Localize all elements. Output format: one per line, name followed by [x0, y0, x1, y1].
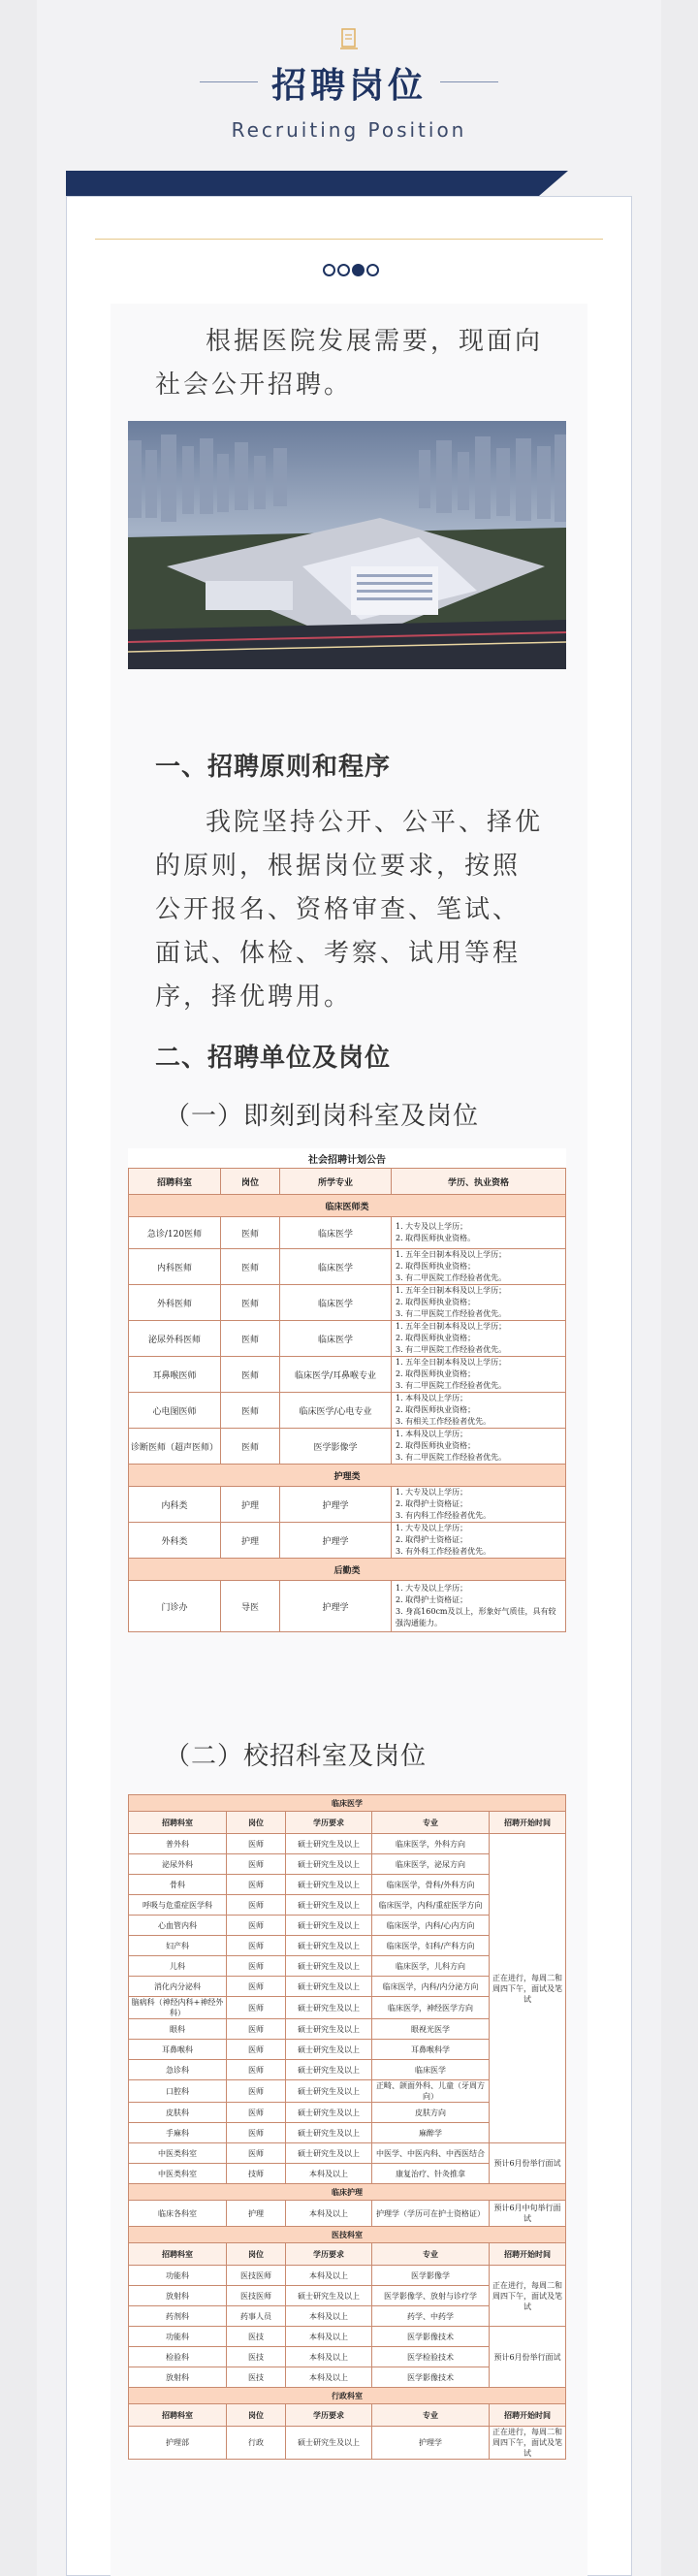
table-title: 社会招聘计划公告	[129, 1148, 566, 1169]
cell-dept: 急诊/120医师	[129, 1217, 221, 1249]
cell-post: 医师	[227, 2019, 286, 2040]
cell-edu: 本科及以上	[286, 2164, 372, 2184]
cell-dept: 普外科	[129, 1834, 227, 1854]
cell-post: 药事人员	[227, 2306, 286, 2327]
cell-major: 护理学	[280, 1581, 392, 1632]
cell-dept: 中医类科室	[129, 2143, 227, 2164]
pager-dots	[322, 260, 380, 275]
left-margin	[0, 0, 37, 2576]
cell-major: 临床医学，外科方向	[372, 1834, 490, 1854]
cell-edu: 硕士研究生及以上	[286, 2080, 372, 2103]
cell-post: 导医	[221, 1581, 280, 1632]
cell-edu: 硕士研究生及以上	[286, 1977, 372, 1997]
cell-major: 护理学	[280, 1523, 392, 1559]
cell-dept: 内科医师	[129, 1249, 221, 1285]
cell-major: 皮肤方向	[372, 2103, 490, 2123]
cell-post: 医师	[227, 1875, 286, 1895]
cell-edu: 硕士研究生及以上	[286, 2060, 372, 2080]
cell-requirement: 1. 五年全日制本科及以上学历； 2. 取得医师执业资格； 3. 有二甲医院工作经验者优先。	[392, 1321, 566, 1357]
category-row: 临床医学	[129, 1795, 566, 1812]
cell-post: 医师	[221, 1249, 280, 1285]
cell-time: 预计6月中旬举行面试	[490, 2201, 566, 2227]
table-row	[129, 2266, 566, 2286]
table-row	[129, 1834, 566, 1854]
cell-dept: 药剂科	[129, 2306, 227, 2327]
table-row	[129, 1487, 566, 1523]
cell-edu: 硕士研究生及以上	[286, 1834, 372, 1854]
cell-dept: 功能科	[129, 2266, 227, 2286]
cell-major: 医学影像学、放射与诊疗学	[372, 2286, 490, 2306]
cell-post: 医师	[221, 1357, 280, 1393]
cell-dept: 放射科	[129, 2367, 227, 2388]
cell-dept: 检验科	[129, 2347, 227, 2367]
campus-recruit-table	[128, 1794, 566, 2460]
intro-paragraph: 根据医院发展需要，现面向社会公开招聘。	[155, 327, 544, 400]
table-row	[129, 2143, 566, 2164]
cell-post: 行政	[227, 2427, 286, 2460]
cell-time: 预计6月份举行面试	[490, 2327, 566, 2388]
social-recruit-table	[128, 1148, 566, 1632]
col-header: 招聘科室	[129, 2243, 227, 2266]
cell-dept: 放射科	[129, 2286, 227, 2306]
category-row: 临床护理	[129, 2184, 566, 2201]
cell-edu: 硕士研究生及以上	[286, 2103, 372, 2123]
cell-dept: 内科类	[129, 1487, 221, 1523]
cell-edu: 本科及以上	[286, 2306, 372, 2327]
cell-major: 临床医学，儿科方向	[372, 1956, 490, 1977]
cell-edu: 硕士研究生及以上	[286, 2040, 372, 2060]
col-header: 招聘科室	[129, 2404, 227, 2427]
cell-edu: 本科及以上	[286, 2367, 372, 2388]
cell-edu: 本科及以上	[286, 2266, 372, 2286]
section-heading-posts: 二、招聘单位及岗位	[155, 1044, 392, 1073]
cell-time: 正在进行，每周二和周四下午，面试及笔试	[490, 2427, 566, 2460]
cell-time: 正在进行，每周二和周四下午，面试及笔试	[490, 2266, 566, 2327]
table-row	[129, 1285, 566, 1321]
col-header: 岗位	[227, 2243, 286, 2266]
cell-post: 医师	[227, 1936, 286, 1956]
cell-major: 麻醉学	[372, 2123, 490, 2143]
cell-major: 临床医学	[372, 2060, 490, 2080]
page-subtitle: Recruiting Position	[231, 118, 467, 142]
cell-major: 临床医学，内科/心内方向	[372, 1916, 490, 1936]
col-header: 岗位	[227, 1812, 286, 1834]
cell-major: 临床医学/耳鼻喉专业	[280, 1357, 392, 1393]
table-row	[129, 1321, 566, 1357]
cell-edu: 硕士研究生及以上	[286, 1875, 372, 1895]
cell-edu: 本科及以上	[286, 2327, 372, 2347]
cell-time: 正在进行，每周二和周四下午，面试及笔试	[490, 1834, 566, 2143]
cell-dept: 儿科	[129, 1956, 227, 1977]
cell-post: 医师	[227, 1977, 286, 1997]
cell-dept: 脑病科（神经内科+神经外科）	[129, 1997, 227, 2019]
table-row	[129, 1249, 566, 1285]
category-row: 医技科室	[129, 2227, 566, 2243]
cell-major: 医学检验技术	[372, 2347, 490, 2367]
col-header: 招聘科室	[129, 1812, 227, 1834]
cell-major: 药学、中药学	[372, 2306, 490, 2327]
cell-requirement: 1. 五年全日制本科及以上学历； 2. 取得医师执业资格； 3. 有二甲医院工作经验者优先。	[392, 1285, 566, 1321]
cell-post: 医师	[221, 1393, 280, 1429]
cell-dept: 口腔科	[129, 2080, 227, 2103]
cell-dept: 急诊科	[129, 2060, 227, 2080]
cell-post: 技师	[227, 2164, 286, 2184]
col-header: 专业	[372, 1812, 490, 1834]
cell-requirement: 1. 五年全日制本科及以上学历； 2. 取得医师执业资格； 3. 有二甲医院工作经验者优先。	[392, 1357, 566, 1393]
document-icon	[338, 27, 360, 50]
title-band	[66, 171, 539, 196]
cell-edu: 硕士研究生及以上	[286, 1936, 372, 1956]
cell-major: 医学影像学	[280, 1429, 392, 1465]
cell-major: 临床医学，神经医学方向	[372, 1997, 490, 2019]
hospital-aerial-photo	[128, 421, 566, 669]
right-margin	[661, 0, 698, 2576]
subheading-immediate: （一）即刻到岗科室及岗位	[165, 1102, 480, 1131]
cell-edu: 本科及以上	[286, 2347, 372, 2367]
cell-edu: 硕士研究生及以上	[286, 2286, 372, 2306]
page-title: 招聘岗位	[270, 66, 427, 106]
cell-major: 临床医学/心电专业	[280, 1393, 392, 1429]
cell-edu: 硕士研究生及以上	[286, 1895, 372, 1916]
table-row	[129, 1523, 566, 1559]
cell-major: 眼视光医学	[372, 2019, 490, 2040]
cell-post: 医师	[227, 2080, 286, 2103]
cell-major: 康复治疗、针灸推拿	[372, 2164, 490, 2184]
cell-requirement: 1. 本科及以上学历； 2. 取得医师执业资格； 3. 有二甲医院工作经验者优先。	[392, 1429, 566, 1465]
cell-dept: 诊断医师（超声医师）	[129, 1429, 221, 1465]
category-row: 临床医师类	[129, 1195, 566, 1217]
cell-time: 预计6月份举行面试	[490, 2143, 566, 2184]
cell-major: 正畸、颌面外科、儿童（牙周方向）	[372, 2080, 490, 2103]
table-row	[129, 2201, 566, 2227]
col-header: 岗位	[227, 2404, 286, 2427]
cell-post: 医技	[227, 2327, 286, 2347]
cell-post: 医师	[227, 1916, 286, 1936]
cell-post: 医技医师	[227, 2286, 286, 2306]
table-row	[129, 2427, 566, 2460]
principles-paragraph: 我院坚持公开、公平、择优的原则，根据岗位要求，按照公开报名、资格审查、笔试、面试、体检、考察、试用等程序，择优聘用。	[155, 808, 544, 1012]
section-header	[0, 0, 698, 165]
cell-dept: 中医类科室	[129, 2164, 227, 2184]
category-row: 护理类	[129, 1465, 566, 1487]
cell-major: 临床医学	[280, 1285, 392, 1321]
cell-edu: 硕士研究生及以上	[286, 2143, 372, 2164]
cell-dept: 外科类	[129, 1523, 221, 1559]
table-row	[129, 1429, 566, 1465]
col-header: 专业	[372, 2404, 490, 2427]
table-row	[129, 1393, 566, 1429]
cell-dept: 眼科	[129, 2019, 227, 2040]
col-header: 专业	[372, 2243, 490, 2266]
cell-dept: 心电图医师	[129, 1393, 221, 1429]
cell-post: 医师	[227, 1997, 286, 2019]
cell-dept: 功能科	[129, 2327, 227, 2347]
cell-post: 医师	[227, 1854, 286, 1875]
cell-requirement: 1. 本科及以上学历； 2. 取得医师执业资格； 3. 有相关工作经验者优先。	[392, 1393, 566, 1429]
col-header: 所学专业	[280, 1169, 392, 1195]
col-header: 学历、执业资格	[392, 1169, 566, 1195]
cell-major: 医学影像学	[372, 2266, 490, 2286]
pager-dot[interactable]	[366, 264, 379, 276]
cell-post: 医技医师	[227, 2266, 286, 2286]
cell-post: 护理	[227, 2201, 286, 2227]
cell-post: 医师	[227, 1895, 286, 1916]
cell-major: 临床医学	[280, 1249, 392, 1285]
col-header: 学历要求	[286, 1812, 372, 1834]
table-row	[129, 2327, 566, 2347]
cell-dept: 泌尿外科	[129, 1854, 227, 1875]
cell-dept: 护理部	[129, 2427, 227, 2460]
pager-dot[interactable]	[337, 264, 350, 276]
cell-dept: 骨科	[129, 1875, 227, 1895]
cell-post: 医师	[227, 2060, 286, 2080]
cell-major: 护理学	[280, 1487, 392, 1523]
cell-major: 护理学（学历可在护士资格证）	[372, 2201, 490, 2227]
cell-post: 医师	[227, 1956, 286, 1977]
cell-dept: 呼吸与危重症医学科	[129, 1895, 227, 1916]
cell-requirement: 1. 五年全日制本科及以上学历； 2. 取得医师执业资格； 3. 有二甲医院工作经验者优先。	[392, 1249, 566, 1285]
cell-dept: 消化内分泌科	[129, 1977, 227, 1997]
cell-edu: 硕士研究生及以上	[286, 2123, 372, 2143]
cell-post: 医师	[221, 1321, 280, 1357]
table-row	[129, 1357, 566, 1393]
cell-dept: 心血管内科	[129, 1916, 227, 1936]
col-header: 学历要求	[286, 2404, 372, 2427]
col-header: 招聘开始时间	[490, 2404, 566, 2427]
col-header: 招聘开始时间	[490, 1812, 566, 1834]
cell-post: 医师	[221, 1285, 280, 1321]
cell-post: 护理	[221, 1523, 280, 1559]
table-row	[129, 1217, 566, 1249]
title-rule-right	[440, 81, 498, 82]
table-row	[129, 1581, 566, 1632]
cell-major: 医学影像技术	[372, 2327, 490, 2347]
cell-edu: 硕士研究生及以上	[286, 1956, 372, 1977]
cell-dept: 门诊办	[129, 1581, 221, 1632]
cell-post: 护理	[221, 1487, 280, 1523]
cell-post: 医师	[221, 1217, 280, 1249]
cell-major: 临床医学，内科/重症医学方向	[372, 1895, 490, 1916]
section-heading-principles: 一、招聘原则和程序	[155, 753, 392, 782]
cell-dept: 手麻科	[129, 2123, 227, 2143]
col-header: 招聘科室	[129, 1169, 221, 1195]
col-header: 学历要求	[286, 2243, 372, 2266]
cell-dept: 皮肤科	[129, 2103, 227, 2123]
cell-major: 护理学	[372, 2427, 490, 2460]
cell-requirement: 1. 大专及以上学历； 2. 取得护士资格证； 3. 有内科工作经验者优先。	[392, 1487, 566, 1523]
cell-major: 临床医学，内科/内分泌方向	[372, 1977, 490, 1997]
cell-post: 医师	[227, 2040, 286, 2060]
cell-major: 临床医学	[280, 1217, 392, 1249]
cell-edu: 硕士研究生及以上	[286, 1916, 372, 1936]
cell-major: 耳鼻喉科学	[372, 2040, 490, 2060]
cell-edu: 本科及以上	[286, 2201, 372, 2227]
cell-post: 医师	[227, 1834, 286, 1854]
cell-edu: 硕士研究生及以上	[286, 1997, 372, 2019]
cell-requirement: 1. 大专及以上学历； 2. 取得医师执业资格。	[392, 1217, 566, 1249]
cell-post: 医师	[227, 2143, 286, 2164]
cell-post: 医师	[221, 1429, 280, 1465]
cell-dept: 临床各科室	[129, 2201, 227, 2227]
cell-edu: 硕士研究生及以上	[286, 2019, 372, 2040]
cell-post: 医师	[227, 2103, 286, 2123]
cell-major: 临床医学，泌尿方向	[372, 1854, 490, 1875]
title-band-tip	[539, 171, 568, 196]
cell-major: 临床医学，骨科/外科方向	[372, 1875, 490, 1895]
pager-dot[interactable]	[323, 264, 335, 276]
cell-major: 临床医学，妇科/产科方向	[372, 1936, 490, 1956]
cell-requirement: 1. 大专及以上学历； 2. 取得护士资格证； 3. 身高160cm及以上，形象好气质佳，具有较强沟通能力。	[392, 1581, 566, 1632]
cell-dept: 泌尿外科医师	[129, 1321, 221, 1357]
cell-major: 临床医学	[280, 1321, 392, 1357]
category-row: 后勤类	[129, 1559, 566, 1581]
cell-post: 医师	[227, 2123, 286, 2143]
cell-dept: 妇产科	[129, 1936, 227, 1956]
cell-post: 医技	[227, 2347, 286, 2367]
cell-major: 医学影像技术	[372, 2367, 490, 2388]
col-header: 招聘开始时间	[490, 2243, 566, 2266]
cell-dept: 耳鼻喉医师	[129, 1357, 221, 1393]
cell-post: 医技	[227, 2367, 286, 2388]
cell-requirement: 1. 大专及以上学历； 2. 取得护士资格证； 3. 有外科工作经验者优先。	[392, 1523, 566, 1559]
subheading-campus: （二）校招科室及岗位	[165, 1742, 428, 1771]
col-header: 岗位	[221, 1169, 280, 1195]
cell-edu: 硕士研究生及以上	[286, 1854, 372, 1875]
cell-major: 中医学、中医内科、中西医结合	[372, 2143, 490, 2164]
cell-dept: 外科医师	[129, 1285, 221, 1321]
gold-divider	[95, 239, 603, 240]
cell-edu: 硕士研究生及以上	[286, 2427, 372, 2460]
pager-dot-active[interactable]	[352, 264, 365, 276]
category-row: 行政科室	[129, 2388, 566, 2404]
cell-dept: 耳鼻喉科	[129, 2040, 227, 2060]
